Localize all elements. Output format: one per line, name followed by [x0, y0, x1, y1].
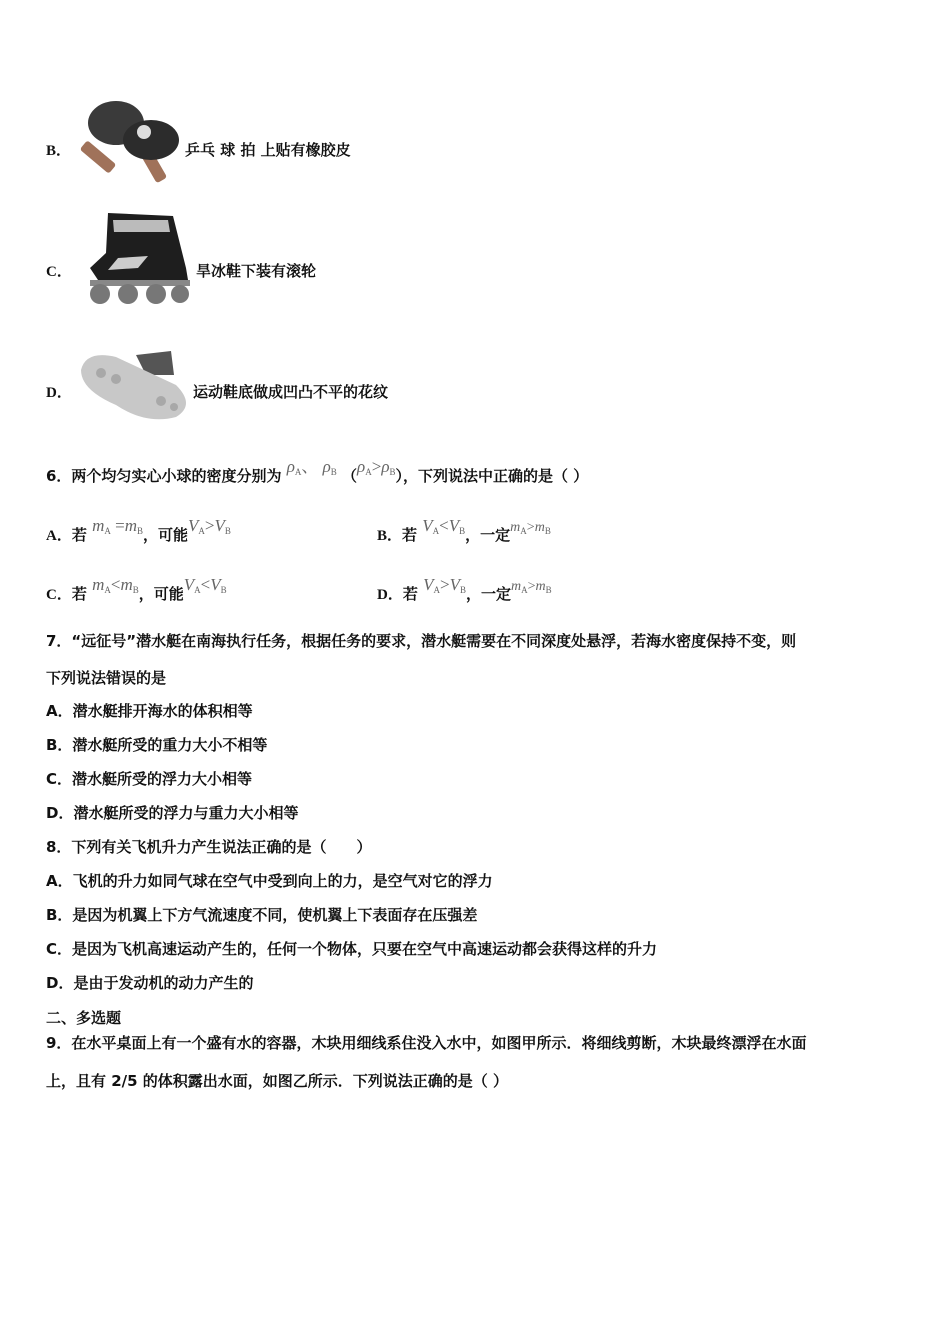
inline-skate-image [78, 208, 190, 306]
text-fragment: > [371, 457, 382, 476]
text-fragment: A [104, 585, 111, 595]
math-expression [188, 516, 231, 535]
q5-option-b [46, 140, 71, 161]
text-fragment: m [92, 516, 105, 535]
text-fragment: 若 [402, 585, 418, 603]
text-fragment: > [526, 520, 535, 535]
text-fragment: B [132, 585, 139, 595]
text-fragment: B． [377, 528, 403, 544]
text-fragment: ρ [357, 457, 366, 476]
ping-pong-paddles-image [76, 98, 186, 190]
q6-option-b [377, 516, 551, 550]
text-fragment: V [214, 516, 225, 535]
q7-option-d: D．潜水艇所受的浮力与重力大小相等 [46, 804, 299, 822]
q5-option-b-text: 乒乓 球 拍 上贴有橡胶皮 [185, 141, 351, 159]
text-fragment: V [210, 575, 221, 594]
option-label: C． [46, 264, 72, 280]
text-fragment: B [459, 585, 466, 595]
text-fragment: A [104, 526, 111, 536]
text-fragment: 、 [301, 457, 319, 476]
text-fragment: ρ [286, 457, 295, 476]
text-fragment: A． [46, 528, 72, 544]
math-expression [92, 516, 143, 535]
math-rho-a [287, 457, 337, 476]
text-fragment: B [459, 526, 466, 536]
math-expression [511, 579, 552, 594]
text-fragment: ，一定 [465, 585, 511, 603]
q7-option-c: C．潜水艇所受的浮力大小相等 [46, 770, 253, 788]
q7-option-a: A．潜水艇排开海水的体积相等 [46, 702, 253, 720]
text-fragment: ρ [381, 457, 390, 476]
text-fragment: B [220, 585, 227, 595]
text-fragment: > [527, 579, 536, 594]
text-fragment: D． [377, 587, 403, 603]
text-fragment: ，一定 [465, 526, 511, 544]
q5-option-c-text: 旱冰鞋下装有滚轮 [196, 262, 317, 280]
math-expression [184, 575, 227, 594]
text-fragment: A [521, 585, 528, 595]
q8-option-a: A．飞机的升力如同气球在空气中受到向上的力，是空气对它的浮力 [46, 872, 493, 890]
q7-option-b: B．潜水艇所受的重力大小不相等 [46, 736, 268, 754]
text-fragment: V [449, 575, 460, 594]
text-fragment: < [200, 575, 211, 594]
text-fragment: B [545, 585, 552, 595]
q8-option-b: B．是因为机翼上下方气流速度不同，使机翼上下表面存在压强差 [46, 906, 478, 924]
text-fragment: ρ [322, 457, 331, 476]
text-fragment: V [422, 516, 433, 535]
text-fragment: m [124, 516, 137, 535]
q6-stem-end: ），下列说法中正确的是（ ） [395, 467, 589, 485]
text-fragment: B [224, 526, 231, 536]
text-fragment: A [520, 526, 527, 536]
q6-stem [46, 457, 589, 491]
text-fragment: m [92, 575, 105, 594]
text-fragment: 若 [402, 526, 418, 544]
q6-option-a [46, 516, 231, 550]
text-fragment: A [365, 467, 372, 477]
q5-option-d [46, 382, 72, 403]
text-fragment: ，可能 [138, 585, 184, 603]
math-rho-compare [357, 457, 395, 476]
text-fragment: A [194, 585, 201, 595]
text-fragment: A [433, 585, 440, 595]
math-expression [92, 575, 139, 594]
text-fragment: V [188, 516, 199, 535]
q8-option-d: D．是由于发动机的动力产生的 [46, 974, 254, 992]
text-fragment: < [110, 575, 121, 594]
text-fragment: B [544, 526, 551, 536]
text-fragment: V [423, 575, 434, 594]
text-fragment: m [120, 575, 133, 594]
text-fragment: 若 [71, 585, 87, 603]
q6-stem-text: 6．两个均匀实心小球的密度分别为 [46, 467, 282, 485]
text-fragment: A [198, 526, 205, 536]
q9-stem-line1: 9．在水平桌面上有一个盛有水的容器，木块用细线系住没入水中，如图甲所示．将细线剪断，木块最终漂浮在水面 [46, 1034, 807, 1052]
q6-option-c [46, 575, 227, 609]
text-fragment: C． [46, 587, 72, 603]
paren: （ [342, 467, 358, 485]
text-fragment: m [534, 520, 545, 535]
math-expression [422, 516, 465, 535]
q8-stem: 8．下列有关飞机升力产生说法正确的是（ ） [46, 838, 372, 856]
q5-option-d-text: 运动鞋底做成凹凸不平的花纹 [193, 383, 389, 401]
math-expression [423, 575, 466, 594]
q9-stem-line2: 上，且有 2/5 的体积露出水面，如图乙所示．下列说法正确的是（ ） [46, 1072, 509, 1090]
text-fragment: V [448, 516, 460, 535]
text-fragment: < [439, 516, 449, 535]
text-fragment: 若 [71, 526, 87, 544]
text-fragment: A [294, 467, 302, 477]
q5-option-c [46, 261, 72, 282]
q6-option-d [377, 575, 552, 609]
text-fragment: ，可能 [143, 526, 189, 544]
text-fragment: > [439, 575, 450, 594]
text-fragment: B [389, 467, 396, 477]
q8-option-c: C．是因为飞机高速运动产生的，任何一个物体，只要在空气中高速运动都会获得这样的升力 [46, 940, 658, 958]
text-fragment: > [204, 516, 215, 535]
math-expression [510, 520, 551, 535]
option-label: B． [46, 143, 72, 159]
option-label: D． [46, 385, 72, 401]
q7-stem-line2: 下列说法错误的是 [46, 669, 167, 687]
q7-stem-line1: 7．“远征号”潜水艇在南海执行任务，根据任务的要求，潜水艇需要在不同深度处悬浮，若海水密度保持不变，则 [46, 632, 797, 650]
sneaker-sole-image [76, 345, 192, 427]
text-fragment: V [183, 575, 195, 594]
text-fragment: B [137, 526, 144, 536]
text-fragment: A [432, 526, 440, 536]
text-fragment: = [115, 516, 125, 535]
text-fragment: m [511, 579, 522, 594]
text-fragment: B [330, 467, 337, 477]
text-fragment: m [510, 520, 521, 535]
text-fragment: m [535, 579, 546, 594]
section-heading: 二、多选题 [46, 1009, 122, 1027]
